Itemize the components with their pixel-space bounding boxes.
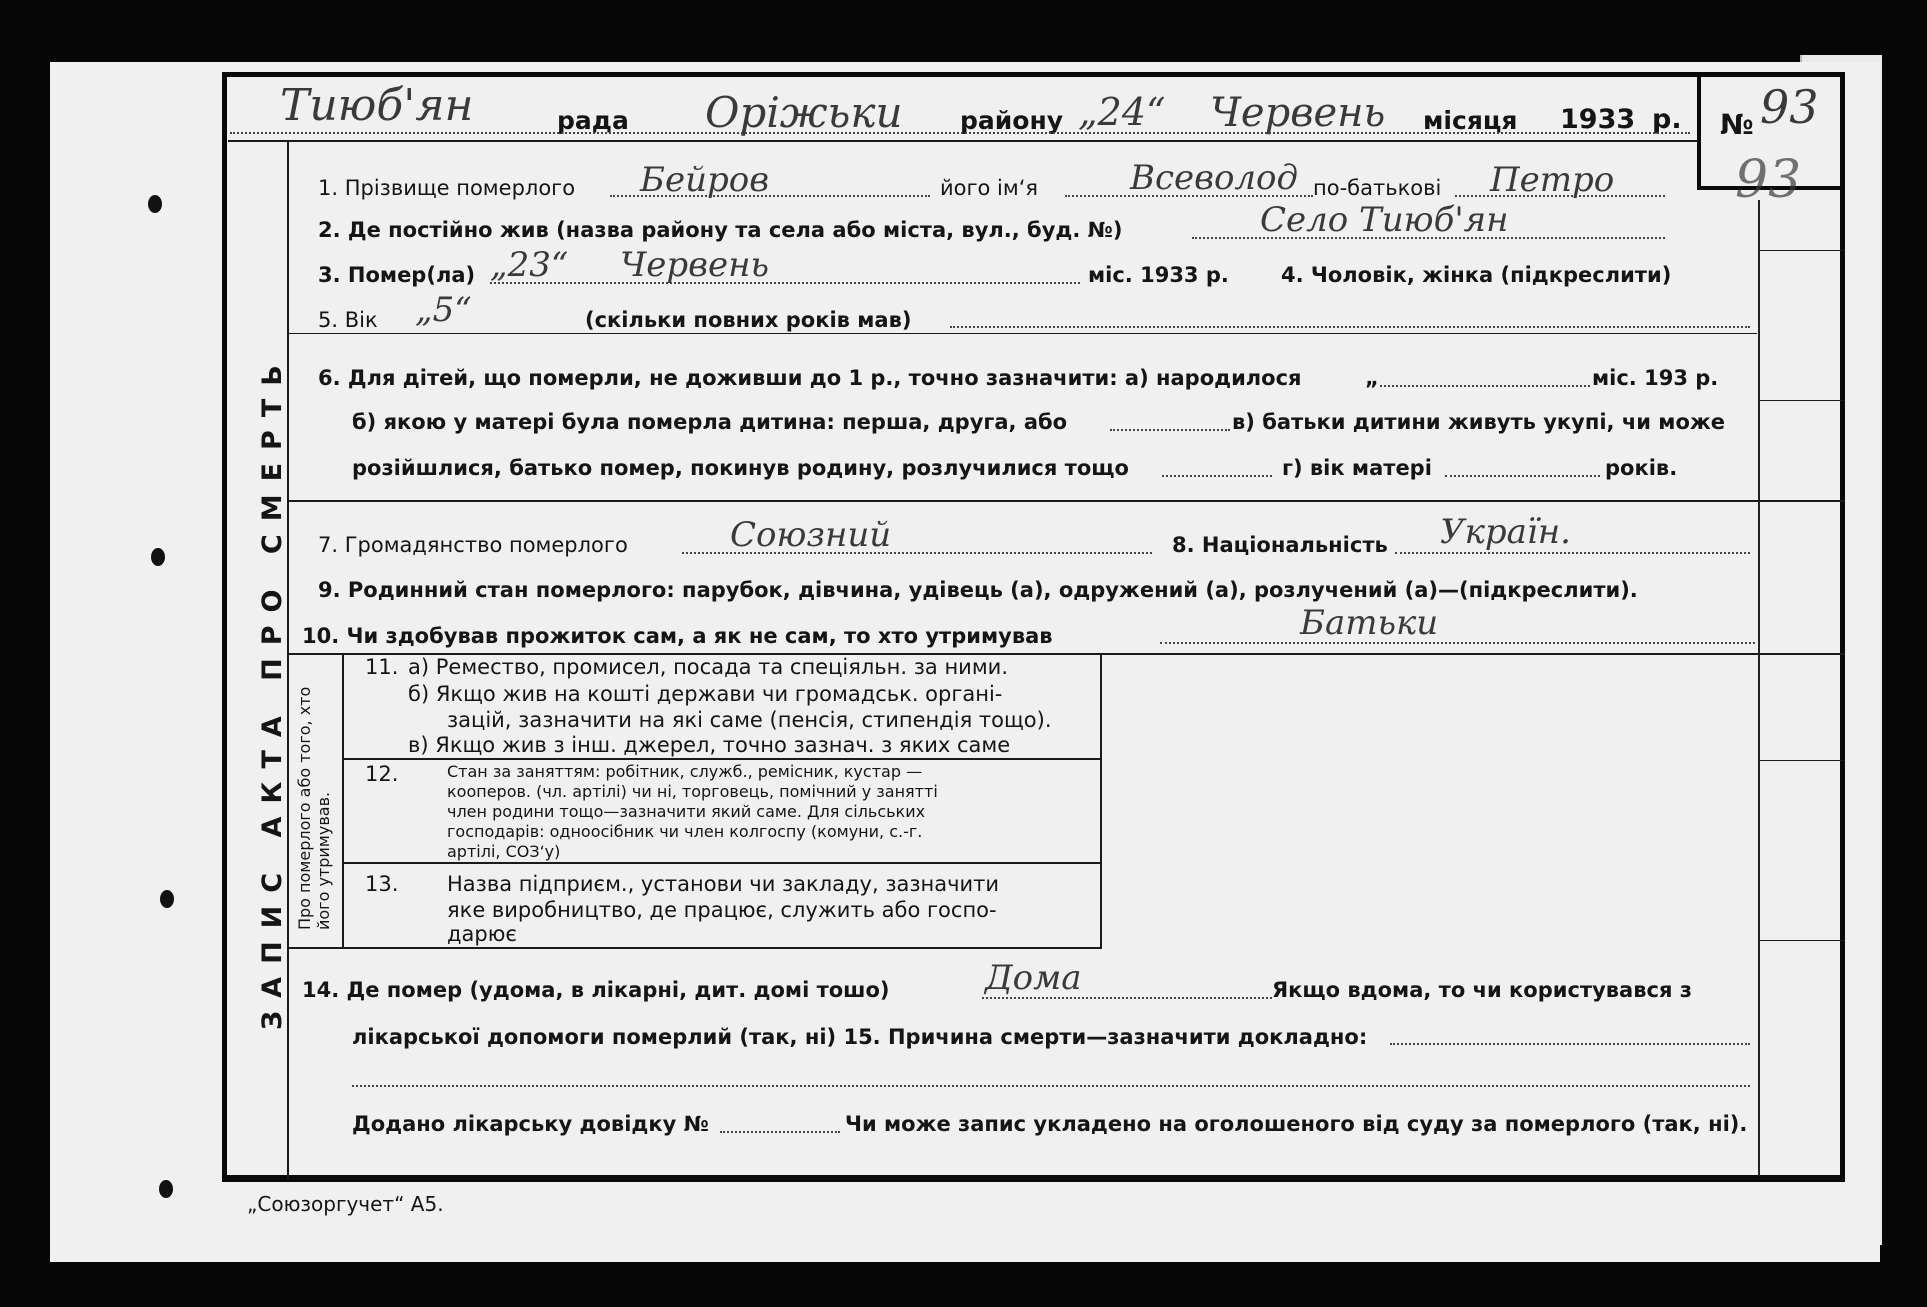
- f14-value: Дома: [985, 958, 1082, 998]
- f12-line3: член родини тощо—зазначити який саме. Для сільських: [447, 802, 926, 821]
- row-rule: [289, 333, 1757, 334]
- year-value: 1933: [1560, 104, 1636, 135]
- f2-value: Село Тиюб'ян: [1260, 200, 1509, 240]
- village-handwritten: Тиюб'ян: [280, 80, 474, 131]
- box-rule: [342, 758, 1100, 760]
- f1-patronymic-label: по-батькові: [1313, 176, 1442, 200]
- f1-name-label: його ім‘я: [940, 176, 1039, 200]
- f10-value: Батьки: [1300, 603, 1439, 643]
- f3-month: Червень: [620, 245, 769, 285]
- f8-dots: [1395, 552, 1750, 554]
- f9-label: 9. Родинний стан померлого: парубок, дівчина, удівець (а), одружений (а), розлучений (а)—(підкреслити).: [318, 578, 1638, 602]
- right-column-rule: [1760, 250, 1845, 251]
- day-handwritten: „24“: [1078, 90, 1166, 134]
- f16-dots: [720, 1131, 840, 1133]
- f2-label: 2. Де постійно жив (назва району та села або міста, вул., буд. №): [318, 218, 1123, 242]
- f13-line1: Назва підприєм., установи чи закладу, зазначити: [447, 872, 1000, 896]
- f6-line3c: років.: [1605, 456, 1678, 480]
- f16-b: Чи може запис укладено на оголошеного від суду за померлого (так, ні).: [845, 1112, 1748, 1136]
- number-handwritten: 93: [1760, 80, 1819, 134]
- f5-value: „5“: [415, 290, 472, 330]
- f5-dots: [950, 326, 1750, 328]
- f7-value: Союзний: [730, 515, 892, 555]
- f12-line2: кооперов. (чл. артілі) чи ні, торговець, помічний у занятті: [447, 782, 938, 801]
- f6-line2a: б) якою у матері була померла дитина: перша, друга, або: [352, 410, 1068, 434]
- box-rule: [289, 947, 1102, 949]
- f4-label: 4. Чоловік, жінка (підкреслити): [1281, 263, 1672, 287]
- f6-line2b: в) батьки дитини живуть укупі, чи може: [1232, 410, 1726, 434]
- f5-note: (скільки повних років мав): [585, 308, 912, 332]
- month-handwritten: Червень: [1210, 90, 1386, 136]
- f11-a: а) Ремество, промисел, посада та спеціяльн. за ними.: [408, 655, 1008, 679]
- f3-dots: [490, 282, 1080, 284]
- number-extra-handwritten: 93: [1735, 150, 1802, 210]
- publisher-imprint: „Союзоргучет“ А5.: [247, 1192, 444, 1216]
- f6-line3b: г) вік матері: [1282, 456, 1432, 480]
- f8-value: Україн.: [1440, 512, 1571, 552]
- box-divider: [342, 655, 344, 947]
- f16-a: Додано лікарську довідку №: [352, 1112, 709, 1136]
- f6-dots: [1380, 385, 1590, 387]
- side-title: ЗАПИС АКТА ПРО СМЕРТЬ: [257, 352, 288, 1030]
- header-dotted-line: [230, 132, 1690, 134]
- f11-c: в) Якщо жив з інш. джерел, точно зазнач. з яких саме: [408, 733, 1011, 757]
- f15-dots: [1390, 1043, 1750, 1045]
- right-column-rule: [1760, 400, 1845, 401]
- row-rule: [289, 500, 1845, 502]
- year-suffix: р.: [1652, 104, 1682, 135]
- f6-line2-dots: [1110, 429, 1230, 431]
- f15-dots-2: [352, 1085, 1750, 1087]
- punch-hole: [148, 195, 162, 213]
- f15-line: лікарської допомоги померлий (так, ні) 15. Причина смерти—зазначити докладно:: [352, 1025, 1368, 1049]
- f12-line1: Стан за заняттям: робітник, служб., ремісник, кустар —: [447, 762, 923, 781]
- number-label: №: [1720, 108, 1754, 141]
- f14-label: 14. Де помер (удома, в лікарні, дит. домі тошо): [302, 978, 890, 1002]
- f13-line3: дарює: [447, 922, 517, 946]
- f3-day: „23“: [490, 245, 569, 285]
- punch-hole: [151, 548, 165, 566]
- f6-line1: 6. Для дітей, що померли, не доживши до 1 р., точно зазначити: а) народилося: [318, 366, 1302, 390]
- f1-surname: Бейров: [640, 160, 770, 200]
- punch-hole: [159, 1180, 173, 1198]
- raion-label: району: [960, 106, 1064, 135]
- f11-b2: зацій, зазначити на які саме (пенсія, стипендія тощо).: [447, 708, 1052, 732]
- f11-b1: б) Якщо жив на коштi держави чи громадськ. органі-: [408, 682, 1003, 706]
- f10-label: 10. Чи здобував прожиток сам, а як не сам, то хто утримував: [302, 624, 1053, 648]
- side-subtitle: Про померлого або того, хто його утримував.: [295, 686, 333, 930]
- f13-line2: яке виробництво, де працює, служить або госпо-: [447, 898, 997, 922]
- right-inner-rule: [1758, 200, 1760, 1175]
- f3-mis: міс. 1933 р.: [1088, 263, 1229, 287]
- f3-label: 3. Помер(ла): [318, 263, 476, 287]
- f14-rest: Якщо вдома, то чи користувався з: [1272, 978, 1692, 1002]
- rada-label: рада: [557, 106, 629, 135]
- f1-label: 1. Прізвище померлого: [318, 176, 576, 200]
- f13-num: 13.: [365, 872, 399, 896]
- f6-mother-age-dots: [1445, 475, 1600, 477]
- f5-label: 5. Вік: [318, 308, 378, 332]
- box-rule: [342, 862, 1100, 864]
- f10-dots: [1160, 642, 1755, 644]
- f12-line5: артілі, СОЗ‘у): [447, 842, 561, 861]
- f7-label: 7. Громадянство померлого: [318, 533, 628, 557]
- month-label: місяця: [1423, 106, 1518, 135]
- right-column-rule: [1760, 760, 1845, 761]
- district-handwritten: Оріжьки: [705, 88, 903, 137]
- box-divider: [1100, 655, 1102, 947]
- f1-name: Всеволод: [1130, 158, 1299, 198]
- punch-hole: [160, 890, 174, 908]
- f12-line4: господарів: одноосібник чи член колгоспу (комуни, с.-г.: [447, 822, 923, 841]
- right-column-rule: [1760, 940, 1845, 941]
- f11-num: 11.: [365, 655, 399, 679]
- f1-patronymic: Петро: [1490, 160, 1615, 200]
- f6-line3-dots: [1162, 475, 1272, 477]
- f8-label: 8. Національність: [1172, 533, 1388, 557]
- f6-quote: „: [1365, 366, 1379, 390]
- header-rule: [228, 140, 1698, 142]
- f6-mis: міс. 193 р.: [1592, 366, 1719, 390]
- f6-line3a: розійшлися, батько помер, покинув родину, розлучилися тощо: [352, 456, 1129, 480]
- f12-num: 12.: [365, 762, 399, 786]
